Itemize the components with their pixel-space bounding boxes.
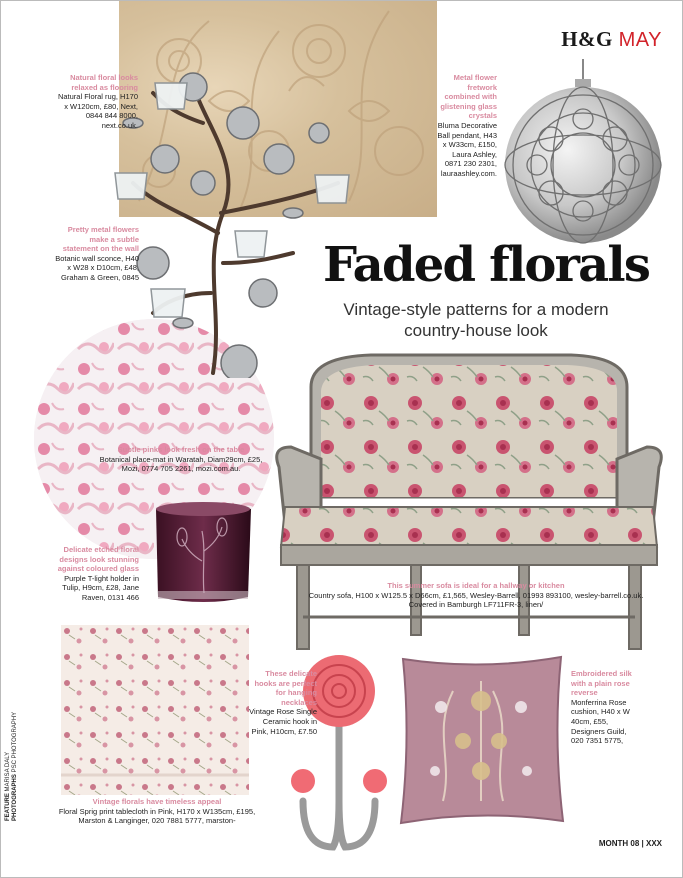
purple-tlight-holder-image: [152, 501, 255, 607]
caption-heading: Subtle pinks look fresh on the table: [117, 445, 245, 454]
feature-name: MARISA DALY: [5, 751, 11, 792]
caption-body: Botanic wall sconce, H40 x W28 x D10cm, £48, Graham & Green, 0845: [55, 253, 139, 282]
ball-pendant-image: [501, 59, 664, 245]
caption-heading: Embroidered silk with a plain rose reverse: [571, 669, 632, 698]
caption-heading: This summer sofa is ideal for a hallway or kitchen: [387, 581, 565, 590]
photographs-name: PSC PHOTOGRAPHY: [12, 711, 18, 773]
caption-heading: These delicate hooks are perfect for hanging necklaces: [254, 669, 317, 707]
caption-body: Monferrina Rose cushion, H40 x W 40cm, £55, Designers Guild, 020 7351 5775,: [571, 697, 630, 746]
caption-sofa: [301, 581, 651, 610]
issue-month: MAY: [618, 29, 662, 51]
caption-tablecloth: [57, 797, 257, 826]
caption-cushion: [571, 669, 637, 746]
caption-heading: Delicate etched floral designs look stunning against coloured glass: [57, 545, 139, 574]
caption-sconce: [55, 225, 139, 283]
feature-label: FEATURE: [5, 793, 11, 821]
caption-body: Natural Floral rug, H170 x W120cm, £80, Next, 0844 844 8000, next.co.uk.: [57, 92, 138, 130]
page-folio: MONTH 08 | XXX: [598, 839, 662, 848]
standfirst: Vintage-style patterns for a modern country-house look: [343, 300, 609, 340]
caption-heading: Vintage florals have timeless appeal: [92, 797, 222, 806]
floral-tablecloth-image: [61, 625, 249, 795]
caption-body: Floral Sprig print tablecloth in Pink, H170 x W135cm, £195, Marston & Langinger, 020 7881 5777, marston-: [58, 806, 256, 826]
masthead: [561, 27, 662, 52]
country-sofa-image: [271, 347, 667, 657]
caption-rug: [55, 73, 138, 131]
caption-body: Bluma Decorative Ball pendant, H43 x W33cm, £150, Laura Ashley, 0871 230 2301, lauraashley.com.: [437, 120, 497, 178]
page-title: Faded florals: [323, 237, 650, 293]
magazine-logo: H&G: [561, 27, 613, 51]
caption-heading: Pretty metal flowers make a subtle statement on the wall: [62, 225, 139, 254]
photographs-label: PHOTOGRAPHS: [12, 774, 18, 821]
caption-body: Purple T-light holder in Tulip, H9cm, £28, Jane Raven, 0131 466: [62, 573, 139, 602]
caption-plate: [97, 445, 265, 474]
caption-hook: [247, 669, 317, 736]
caption-body: Country sofa, H100 x W125.5 x D66cm, £1,565, Wesley-Barrell, 01993 893100, wesley-barrell.co.uk. Covered in Bamburgh LF711FR-3, linen/: [308, 590, 644, 610]
photo-credits: [5, 712, 19, 821]
caption-heading: Metal flower fretwork combined with glistening glass crystals: [440, 73, 497, 121]
caption-heading: Natural floral looks relaxed as flooring: [70, 73, 138, 92]
caption-body: Vintage Rose Single Ceramic hook in Pink, H10cm, £7.50: [249, 707, 317, 736]
caption-tlight: [55, 545, 139, 603]
caption-pendant: [437, 73, 497, 179]
caption-body: Botanical place-mat in Waratah, Diam29cm, £25, Mozi, 0774 705 2261, mozi.com.au.: [99, 454, 263, 474]
rose-cushion-image: [393, 651, 569, 827]
